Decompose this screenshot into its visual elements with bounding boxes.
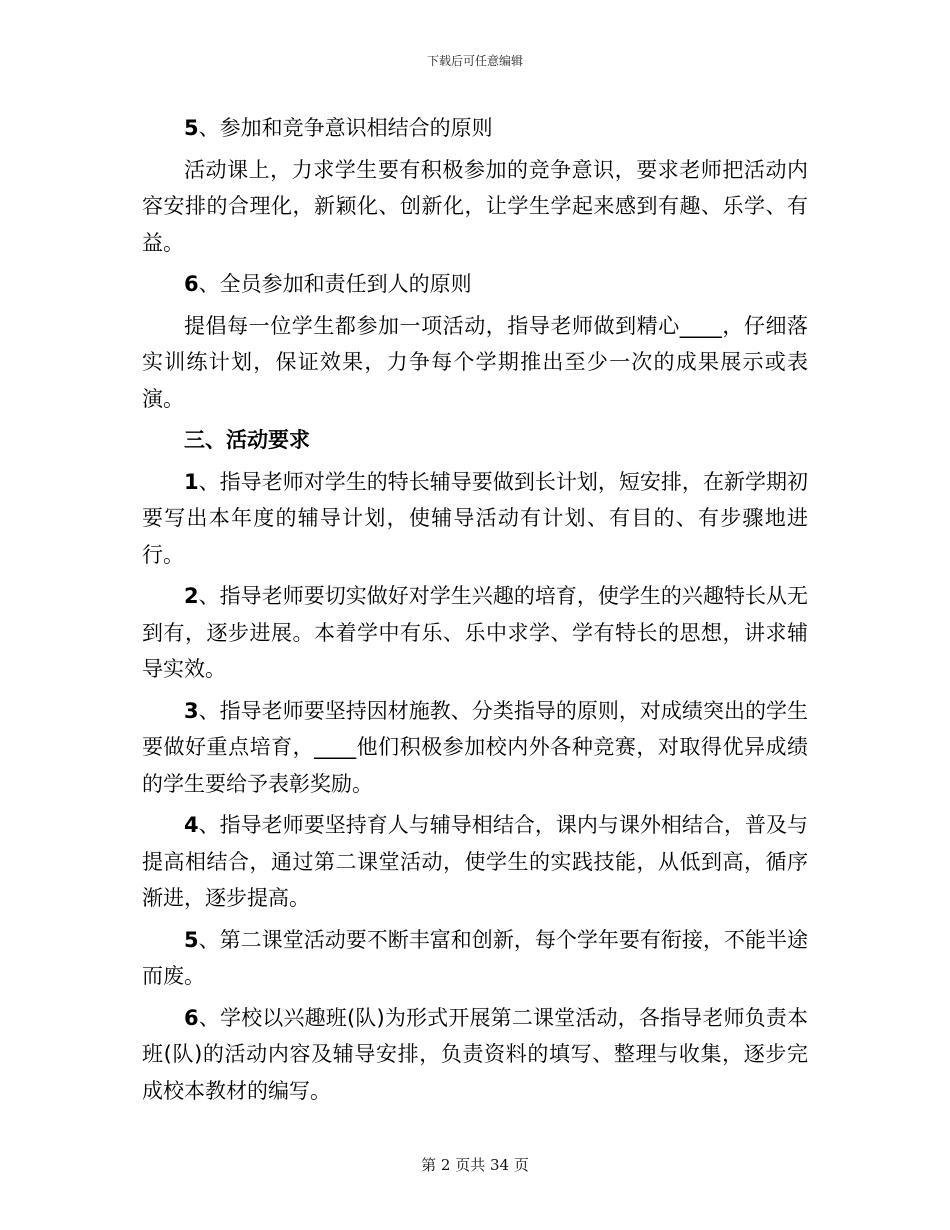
paragraph-text: 、指导老师要坚持育人与辅导相结合，课内与课外相结合，普及与提高相结合，通过第二课堂活动，使学生的实践技能，从低到高，循序渐进，逐步提高。 bbox=[142, 813, 808, 910]
paragraph-text: 、指导老师要切实做好对学生兴趣的培育，使学生的兴趣特长从无到有，逐步进展。本着学中有乐、乐中求学、学有特长的思想，讲求辅导实效。 bbox=[142, 584, 808, 681]
requirement-2 bbox=[142, 578, 808, 688]
document-body bbox=[142, 110, 808, 1114]
item-number: 5 bbox=[184, 116, 199, 140]
paragraph-text: 提倡每一位学生都参加一项活动，指导老师做到精心____，仔细落实训练计划，保证效果，力争每个学期推出至少一次的成果展示或表演。 bbox=[142, 313, 808, 411]
requirement-3 bbox=[142, 693, 808, 803]
page-header: 下载后可任意编辑 bbox=[426, 54, 523, 68]
item-number: 6 bbox=[184, 1005, 199, 1030]
principle-6-heading bbox=[142, 266, 808, 303]
item-number: 5 bbox=[184, 927, 199, 952]
section-title: 三、活动要求 bbox=[184, 428, 310, 452]
requirement-1 bbox=[142, 464, 808, 574]
paragraph-text: 、第二课堂活动要不断丰富和创新，每个学年要有衔接，不能半途而废。 bbox=[142, 927, 808, 988]
item-number: 4 bbox=[184, 813, 199, 837]
item-number: 2 bbox=[184, 584, 199, 608]
item-number: 3 bbox=[184, 698, 199, 723]
paragraph-text: 、全员参加和责任到人的原则 bbox=[198, 272, 472, 296]
paragraph-text: 、学校以兴趣班(队)为形式开展第二课堂活动，各指导老师负责本班(队)的活动内容及辅导安排，负责资料的填写、整理与收集，逐步完成校本教材的编写。 bbox=[142, 1005, 808, 1103]
requirement-4 bbox=[142, 807, 808, 917]
paragraph-text: 、指导老师对学生的特长辅导要做到长计划，短安排，在新学期初要写出本年度的辅导计划，使辅导活动有计划、有目的、有步骤地进行。 bbox=[142, 469, 808, 567]
section-heading bbox=[142, 422, 808, 459]
principle-5-body bbox=[142, 152, 808, 262]
item-number: 6 bbox=[184, 272, 199, 296]
requirement-6 bbox=[142, 1000, 808, 1110]
page-footer: 第 2 页共 34 页 bbox=[421, 1156, 529, 1174]
principle-5-heading bbox=[142, 110, 808, 147]
paragraph-text: 、指导老师要坚持因材施教、分类指导的原则，对成绩突出的学生要做好重点培育，____他们积极参加校内外各种竞赛，对取得优异成绩的学生要给予表彰奖励。 bbox=[142, 698, 808, 796]
paragraph-text: 、参加和竞争意识相结合的原则 bbox=[198, 116, 493, 140]
item-number: 1 bbox=[184, 469, 199, 494]
requirement-5 bbox=[142, 922, 808, 995]
principle-6-body bbox=[142, 308, 808, 418]
paragraph-text: 活动课上，力求学生要有积极参加的竞争意识，要求老师把活动内容安排的合理化，新颖化、创新化，让学生学起来感到有趣、乐学、有益。 bbox=[142, 157, 808, 255]
